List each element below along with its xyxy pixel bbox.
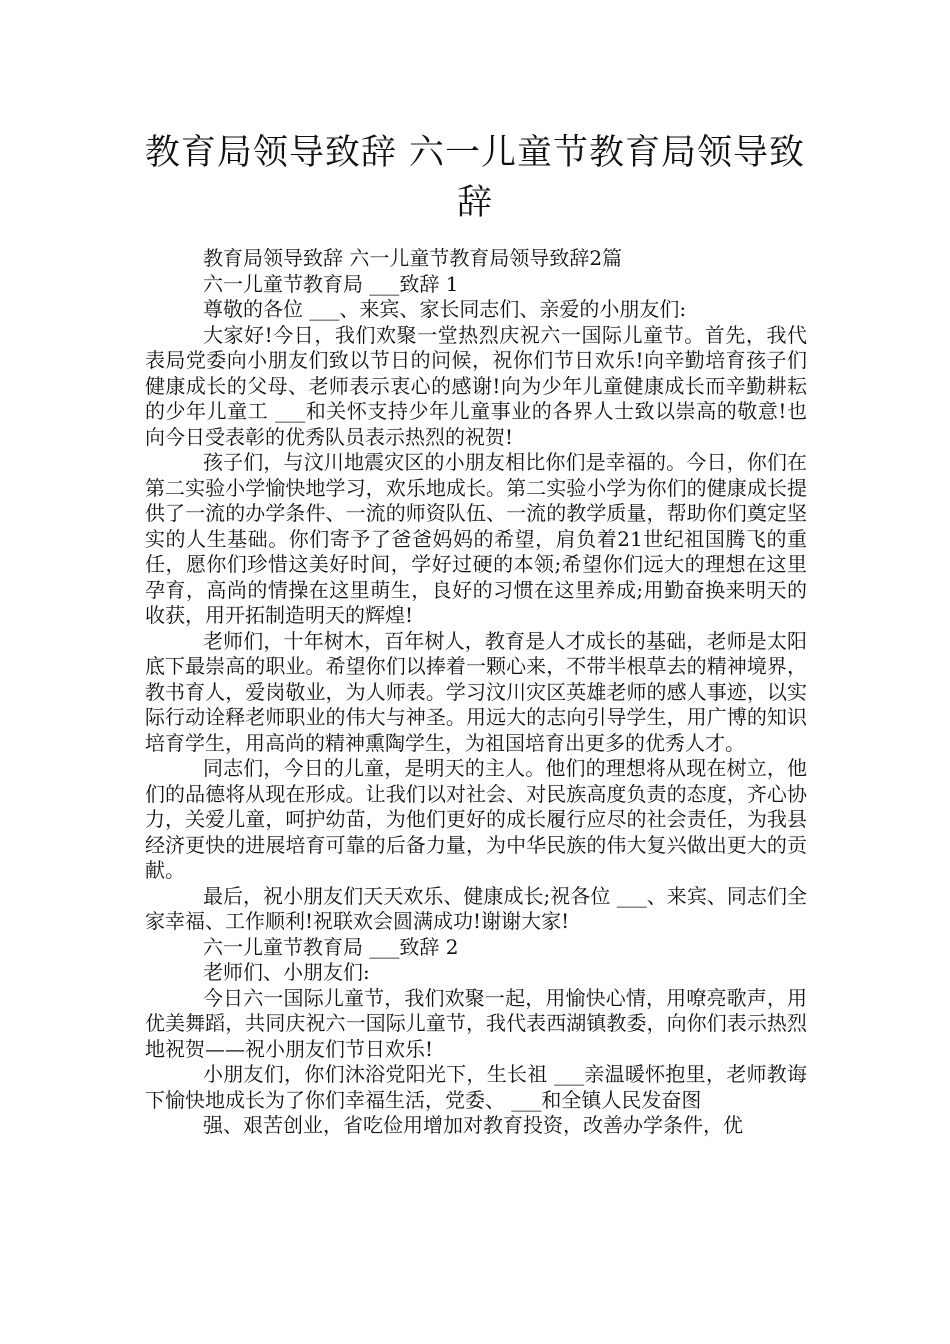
document-body bbox=[145, 246, 807, 1139]
section-heading-2: 六一儿童节教育局 ___致辞 2 bbox=[203, 934, 459, 959]
paragraph-closing: 最后，祝小朋友们天天欢乐、健康成长;祝各位 ___、来宾、同志们全家幸福、工作顺利!祝联欢会圆满成功!谢谢大家! bbox=[145, 883, 807, 933]
paragraph-kids: 小朋友们，你们沐浴党阳光下，生长祖 ___亲温暖怀抱里，老师教诲下愉快地成长为了你们幸福生活，党委、 ___和全镇人民发奋图 bbox=[145, 1062, 807, 1112]
paragraph-greeting: 大家好!今日，我们欢聚一堂热烈庆祝六一国际儿童节。首先，我代表局党委向小朋友们致以节日的问候，祝你们节日欢乐!向辛勤培育孩子们健康成长的父母、老师表示衷心的感谢!向为少年儿童健康成长而辛勤耕耘的少年儿童工 ___和关怀支持少年儿童事业的各界人士致以崇高的敬意!也向今日受表彰的优秀队员表示热烈的祝贺! bbox=[145, 322, 807, 449]
section-heading-1: 六一儿童节教育局 ___致辞 1 bbox=[203, 271, 459, 296]
paragraph-children: 孩子们，与汶川地震灾区的小朋友相比你们是幸福的。今日，你们在第二实验小学愉快地学习，欢乐地成长。第二实验小学为你们的健康成长提供了一流的办学条件、一流的师资队伍、一流的教学质量，帮助你们奠定坚实的人生基础。你们寄予了爸爸妈妈的希望，肩负着21世纪祖国腾飞的重任，愿你们珍惜这美好时间，学好过硬的本领;希望你们远大的理想在这里孕育，高尚的情操在这里萌生，良好的习惯在这里养成;用勤奋换来明天的收获，用开拓制造明天的辉煌! bbox=[145, 450, 807, 627]
document-title: 教育局领导致辞 六一儿童节教育局领导致辞 bbox=[144, 133, 806, 223]
paragraph-teachers: 老师们，十年树木，百年树人，教育是人才成长的基础，老师是太阳底下最崇高的职业。希望你们以捧着一颗心来，不带半根草去的精神境界，教书育人，爱岗敬业，为人师表。学习汶川灾区英雄老师的感人事迹，以实际行动诠释老师职业的伟大与神圣。用远大的志向引导学生，用广博的知识培育学生，用高尚的精神熏陶学生，为祖国培育出更多的优秀人才。 bbox=[145, 628, 807, 755]
salutation-1: 尊敬的各位 ___、来宾、家长同志们、亲爱的小朋友们: bbox=[203, 297, 687, 321]
paragraph-celebration: 今日六一国际儿童节，我们欢聚一起，用愉快心情，用嘹亮歌声，用优美舞蹈，共同庆祝六一国际儿童节，我代表西湖镇教委，向你们表示热烈地祝贺——祝小朋友们节日欢乐! bbox=[145, 985, 807, 1061]
paragraph-continued: 强、艰苦创业，省吃俭用增加对教育投资，改善办学条件，优 bbox=[203, 1113, 743, 1137]
salutation-2: 老师们、小朋友们: bbox=[203, 960, 370, 984]
paragraph-comrades: 同志们，今日的儿童，是明天的主人。他们的理想将从现在树立，他们的品德将从现在形成。让我们以对社会、对民族高度负责的态度，齐心协力，关爱儿童，呵护幼苗，为他们更好的成长履行应尽的社会责任，为我县经济更快的进展培育可靠的后备力量，为中华民族的伟大复兴做出更大的贡献。 bbox=[145, 756, 807, 882]
paragraph-subtitle: 教育局领导致辞 六一儿童节教育局领导致辞2篇 bbox=[203, 246, 623, 270]
